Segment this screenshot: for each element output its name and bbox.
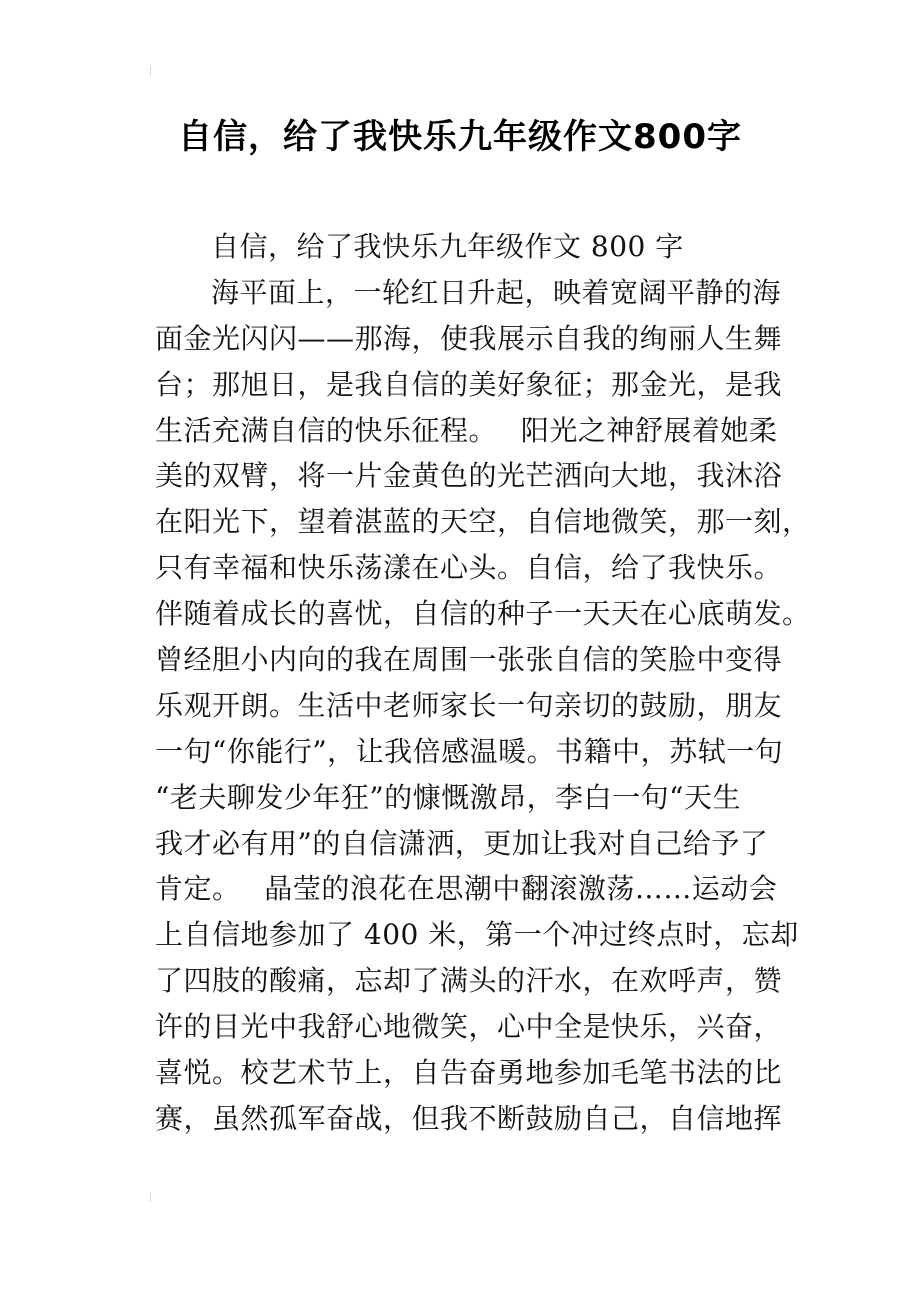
body-line: 在阳光下，望着湛蓝的天空，自信地微笑，那一刻， (155, 505, 811, 539)
document-body (155, 224, 811, 1142)
body-line: 我才必有用”的自信潇洒，更加让我对自己给予了 (155, 826, 769, 860)
body-line: 曾经胆小内向的我在周围一张张自信的笑脸中变得 (155, 643, 783, 677)
body-line: 面金光闪闪——那海，使我展示自我的绚丽人生舞 (155, 321, 783, 355)
body-line: 乐观开朗。生活中老师家长一句亲切的鼓励，朋友 (155, 688, 783, 722)
body-line: 海平面上，一轮红日升起，映着宽阔平静的海 (211, 275, 782, 309)
body-line: 一句“你能行”，让我倍感温暖。书籍中，苏轼一句 (155, 734, 784, 768)
body-line: 生活充满自信的快乐征程。 阳光之神舒展着她柔 (155, 413, 778, 447)
body-line: 了四肢的酸痛，忘却了满头的汗水，在欢呼声，赞 (155, 964, 783, 998)
body-line: 许的目光中我舒心地微笑，心中全是快乐，兴奋， (155, 1010, 783, 1044)
body-line: “老夫聊发少年狂”的慷慨激昂，李白一句“天生 (155, 780, 741, 814)
body-line: 赛，虽然孤军奋战，但我不断鼓励自己，自信地挥 (155, 1101, 783, 1135)
corner-mark-bottom (150, 1192, 154, 1202)
body-line: 美的双臂，将一片金黄色的光芒洒向大地，我沐浴 (155, 459, 783, 493)
corner-mark-top (150, 66, 154, 76)
body-line: 伴随着成长的喜忧，自信的种子一天天在心底萌发。 (155, 597, 811, 631)
body-line: 上自信地参加了 400 米，第一个冲过终点时，忘却 (155, 918, 799, 952)
body-line-subtitle: 自信，给了我快乐九年级作文 800 字 (211, 230, 684, 263)
body-line: 喜悦。校艺术节上，自告奋勇地参加毛笔书法的比 (155, 1056, 783, 1090)
body-line: 肯定。 晶莹的浪花在思潮中翻滚激荡……运动会 (155, 872, 778, 906)
document-title: 自信，给了我快乐九年级作文800字 (178, 117, 742, 157)
body-line: 只有幸福和快乐荡漾在心头。自信，给了我快乐。 (155, 551, 783, 585)
body-line: 台；那旭日，是我自信的美好象征；那金光，是我 (155, 367, 783, 401)
